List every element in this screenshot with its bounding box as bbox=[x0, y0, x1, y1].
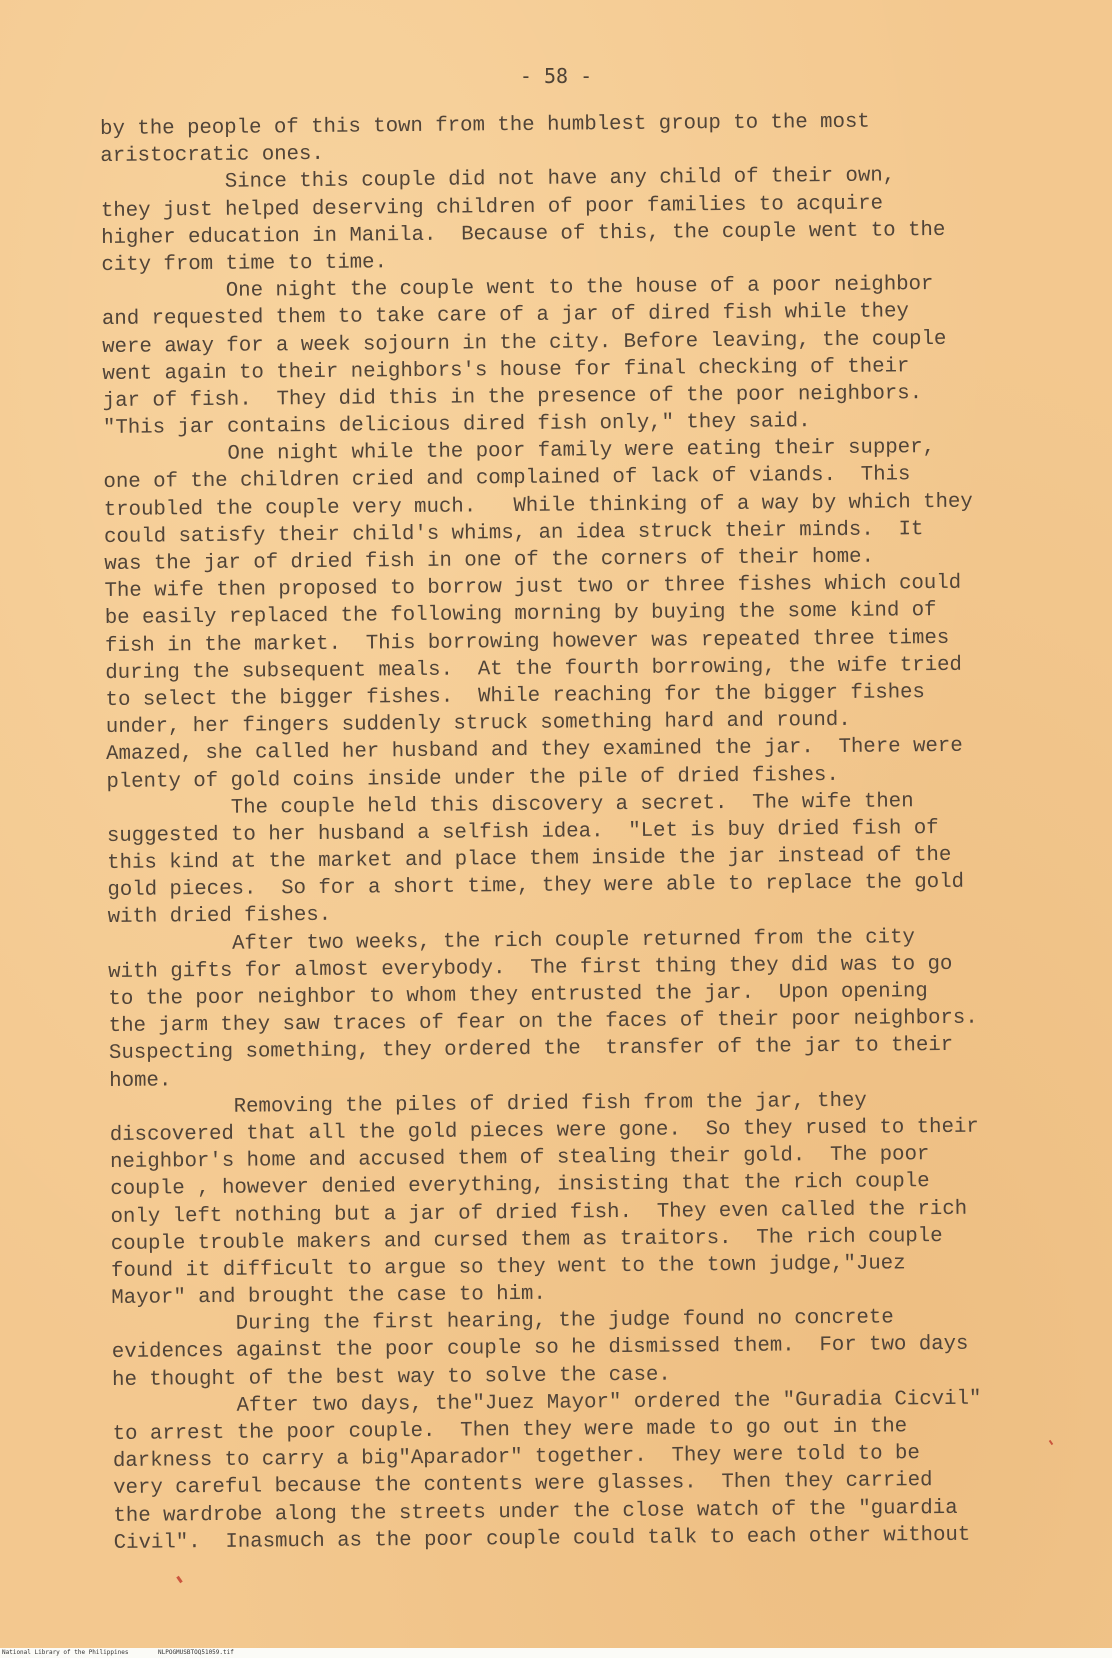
text-line: to the poor neighbor to whom they entrusted the jar. Upon opening bbox=[108, 980, 928, 1011]
typewritten-body bbox=[100, 107, 1074, 1557]
text-line: was the jar of dried fish in one of the corners of their home. bbox=[104, 545, 875, 576]
text-line: discovered that all the gold pieces were gone. So they rused to their bbox=[109, 1115, 979, 1147]
text-line: gold pieces. So for a short time, they were able to replace the gold bbox=[107, 870, 965, 903]
text-line: couple , however denied everything, insisting that the rich couple bbox=[110, 1170, 930, 1202]
text-line: under, her fingers suddenly struck something hard and round. bbox=[105, 708, 851, 740]
text-line: found it difficult to argue so they went to the town judge,"Juez bbox=[110, 1252, 906, 1283]
text-line: fish in the market. This borrowing however was repeated three times bbox=[104, 626, 950, 658]
text-line: very careful because the contents were glasses. Then they carried bbox=[113, 1469, 933, 1501]
text-line: with dried fishes. bbox=[107, 904, 332, 930]
footer-filename: NLPOGMUSBTOQ51059.tif bbox=[158, 1649, 234, 1656]
text-line: suggested to her husband a selfish idea. "Let is buy dried fish of bbox=[106, 816, 939, 848]
text-line: Suspecting something, they ordered the transfer of the jar to their bbox=[108, 1034, 954, 1066]
text-line: be easily replaced the following morning by buying the some kind of bbox=[104, 599, 937, 631]
text-line: higher education in Manila. Because of this, the couple went to the bbox=[101, 218, 946, 250]
text-line: home. bbox=[109, 1068, 172, 1093]
text-line: jar of fish. They did this in the presence of the poor neighbors. bbox=[102, 381, 923, 413]
text-line: Amazed, she called her husband and they examined the jar. There were bbox=[106, 735, 963, 767]
text-line: troubled the couple very much. While thinking of a way by which they bbox=[103, 490, 973, 522]
text-line: this kind at the market and place them inside the jar instead of the bbox=[107, 843, 952, 876]
text-line: aristocratic ones. bbox=[100, 143, 324, 169]
text-line: with gifts for almost everybody. The first thing they did was to go bbox=[108, 952, 953, 984]
text-line: neighbor's home and accused them of stealing their gold. The poor bbox=[109, 1143, 930, 1175]
text-line: the wardrobe along the streets under the close watch of the "guardia bbox=[113, 1496, 958, 1528]
text-line: to arrest the poor couple. Then they were made to go out in the bbox=[112, 1415, 908, 1446]
text-line: plenty of gold coins inside under the pile of dried fishes. bbox=[106, 763, 839, 794]
text-line: During the first hearing, the judge found no concrete bbox=[111, 1306, 894, 1338]
text-line: were away for a week sojourn in the city. Before leaving, the couple bbox=[102, 327, 947, 359]
text-line: could satisfy their child's whims, an idea struck their minds. It bbox=[103, 517, 924, 549]
text-line: city from time to time. bbox=[101, 251, 388, 277]
scan-footer bbox=[0, 1649, 1112, 1658]
text-line: darkness to carry a big"Aparador" together. They were told to be bbox=[112, 1442, 920, 1474]
text-line: Civil". Inasmuch as the poor couple could talk to each other without bbox=[113, 1523, 971, 1555]
text-line: The wife then proposed to borrow just two or three fishes which could bbox=[104, 571, 962, 604]
text-line: After two weeks, the rich couple returned from the city bbox=[107, 925, 915, 957]
text-line: One night the couple went to the house of a poor neighbor bbox=[101, 273, 934, 305]
text-line: "This jar contains delicious dired fish only," they said. bbox=[102, 410, 811, 441]
footer-institution: National Library of the Philippines bbox=[2, 1649, 129, 1656]
text-line: during the subsequent meals. At the fourth borrowing, the wife tried bbox=[105, 653, 963, 685]
text-line: and requested them to take care of a jar of dired fish while they bbox=[101, 300, 909, 332]
stray-ink-mark bbox=[176, 1576, 182, 1583]
text-line: Mayor" and brought the case to him. bbox=[111, 1282, 546, 1311]
text-line: by the people of this town from the humblest group to the most bbox=[100, 110, 870, 141]
text-line: went again to their neighbors's house for final checking of their bbox=[102, 354, 910, 386]
text-line: they just helped deserving children of poor families to acquire bbox=[100, 192, 884, 223]
text-line: One night while the poor family were eating their supper, bbox=[103, 436, 936, 468]
text-line: he thought of the best way to solve the case. bbox=[112, 1363, 671, 1392]
page-number: - 58 - bbox=[519, 64, 593, 88]
text-line: couple trouble makers and cursed them as traitors. The rich couple bbox=[110, 1224, 943, 1256]
text-line: one of the children cried and complained of lack of viands. This bbox=[103, 463, 911, 495]
text-line: to select the bigger fishes. While reaching for the bigger fishes bbox=[105, 681, 926, 712]
text-line: the jarm they saw traces of fear on the faces of their poor neighbors. bbox=[108, 1006, 978, 1039]
text-line: only left nothing but a jar of dried fish. They even called the rich bbox=[110, 1197, 968, 1229]
text-line: After two days, the"Juez Mayor" ordered the "Guradia Cicvil" bbox=[112, 1387, 982, 1419]
text-line: The couple held this discovery a secret. The wife then bbox=[106, 789, 914, 821]
text-line: Since this couple did not have any child of their own, bbox=[100, 164, 896, 196]
text-line: Removing the piles of dried fish from the jar, they bbox=[109, 1089, 867, 1120]
text-line: evidences against the poor couple so he dismissed them. For two days bbox=[111, 1333, 969, 1365]
